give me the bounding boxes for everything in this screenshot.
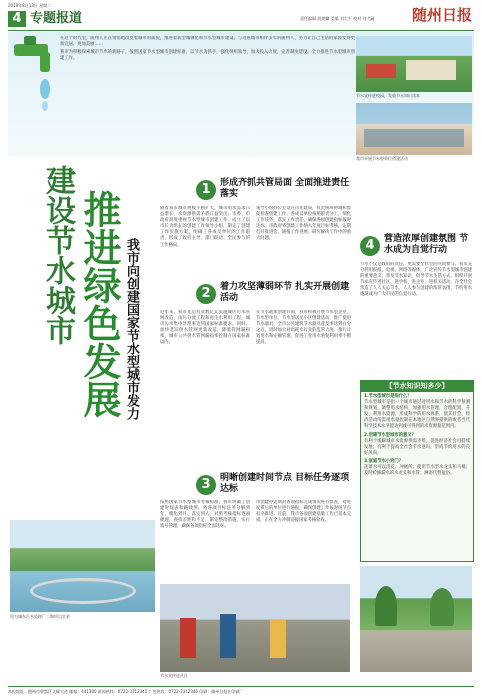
section-2-text-right: 在节水载体创建方面，我市积极开展节水型企业、节水型单位、节水型居民小区创建活动，推广使用节水器具，全市公共建筑节水器具普及率达到百分之百。同时加大对高耗水行业的监管力度，推行计划用水和定额管理，促进工业用水重复利用率不断提高。 [256,310,351,346]
knowledge-question: 2.创建节水型城市的意义？ [364,432,416,438]
faucet-illustration [10,34,65,114]
section-1-text-right: 领导小组办公室设在市住建局，负责统筹协调和督促检查创建工作。各成员单位按照职责分工，细化工作任务，落实工作责任，确保各项创建指标按时达标。市政府将创建工作纳入年度目标考核，定期召开推进会，通报工作进展，研究解决工作中的重大问题。 [256,206,351,242]
subheadline: 我市向创建国家节水型城市发力 [124,238,139,420]
section-title: 着力攻坚薄弱环节 扎实开展创建活动 [220,282,350,303]
section-3-text-left: 按照国家节水型城市考核标准，我市明确了创建时间表和路线图，将各项目标任务分解到年、细化到月、落实到人。对照考核指标逐项梳理，查找差距和不足，制定整改措施，实行销号管理，确保各项指标全面达标。 [160,500,250,530]
section-1-text-left: 随着我市城市规模不断扩大，城市用水需求日益增长，水资源供需矛盾日益突出。市委、市政府高度重视节水型城市创建工作，成立了以市长为组长的创建工作领导小组，制定了创建工作实施方案，明确了各成员单位的工作职责，形成了政府主导、部门联动、全民参与的工作格局。 [160,206,250,248]
photo-caption: 图为城东污水处理厂二期项目实景 [10,614,70,619]
photo-caption: 节水宣传进校园，发放节水知识读本 [356,93,420,98]
knowledge-answer: 洗菜水可以浇花、冲厕所；使用节水型水龙头和马桶；及时检修漏水的水龙头和水管；淋浴代替盆浴。 [364,465,470,477]
section-number: 4 [360,236,380,256]
intro-paragraph: 在这个时代里，随州人正在悄悄地改变着城市的面貌，推进着新型城镇化和节水型城市建设。与这座城市相伴多年的随州人，努力让自己生活的家园变得更加宜居、更加美丽…… [60,36,355,48]
photo-school-event [356,36,472,92]
photo-park-street [360,566,472,672]
section-number: 2 [196,284,216,304]
footer-rule [8,686,474,687]
section-title: 形成齐抓共管局面 全面推进责任落实 [220,178,350,199]
masthead: 随州日报 [411,6,472,24]
headline-left: 建设节水城市 [40,165,75,345]
knowledge-box [360,380,474,562]
section-4-text: 节水不仅是政府的责任，更需要全社会的共同参与。我市充分利用报纸、电视、网络等媒体，广泛宣传节水型城市创建的重要意义，普及节水知识，倡导节水生活方式。组织开展节水宣传进社区、进学校、进企业、进机关活动，在全社会营造了人人关心节水、人人参与创建的浓厚氛围，节约用水逐渐成为广大市民的自觉行动。 [360,262,472,298]
section-name: 专题报道 [30,11,83,26]
knowledge-answer: 有利于缓解城市水资源供需矛盾，促进经济社会可持续发展；有利于提高全社会节水意识，形成节约用水的良好风尚。 [364,438,470,456]
section-number: 3 [196,475,216,495]
section-number: 1 [196,180,216,200]
hero-intro [60,36,355,114]
photo-caption: 节水宣传进社区 [160,673,188,678]
editor-line: 责任编辑 胡焕麟 美编 刘大平 校对 刘弋嗣 [300,16,375,21]
section-title: 明晰创建时间节点 目标任务逐项达标 [220,473,350,494]
intro-paragraph: 我市为积极探索城市节水的新路子，按照国家节水型城市创建标准，以节水为抓手，强化组织领导，加大投入力度，完善制度建设，全力推进节水型城市创建工作。 [60,50,355,62]
section-title: 营造浓厚创建氛围 节水成为自觉行动 [384,234,469,255]
header-rule [8,30,474,31]
knowledge-question: 3.家庭节水小窍门？ [364,458,403,464]
page-number: 4 [8,11,26,27]
knowledge-answer: 节水型城市是指一个城市通过对用水和节水的科学预测和规划，调整用水结构，加强用水管理，合理配置、开发、利用水资源，形成科学的用水体系，使其社会、经济活动所需用水量控制在本地区自然界提供的或者当代科学技术水平能达到或可得到的水资源量范围内。 [364,400,470,430]
photo-sewage-plant [10,520,155,612]
photo-caption: 我市开展节水型单位创建活动 [356,156,408,161]
section-2-text-left: 近年来，我市先后投资数亿元实施城区污水管网改造、雨污分流工程和再生水利用工程，城市污水集中处理率达到国家标准要求。同时，加快老旧供水管网更新改造，降低管网漏损率，城市公共供水管网漏损率控制在国家标准以内。 [160,310,250,346]
issue-date: 2019年8月13日 星期二 [8,3,52,8]
photo-classroom [356,103,472,155]
headline-main: 推进绿色发展 [77,190,122,418]
section-3-text-right: 市创建办定期对各项指标完成情况进行督查，对进度滞后的单位进行通报，确保创建工作按时间节点有序推进。目前，我市各项创建基础工作已基本完成，正在全力冲刺迎接国家考核验收。 [256,500,351,524]
knowledge-box-title: 【节水知识知多少】 [361,381,473,392]
footer-info: 本报地址：随州市曾都区文峰大道 邮编：441300 新闻热线：0722-3312345 广告热线：0722-3312346 印刷：随州日报社印刷厂 [8,689,244,694]
knowledge-question: 1.节水型城市是指什么？ [364,394,412,399]
photo-community-event [160,584,350,672]
